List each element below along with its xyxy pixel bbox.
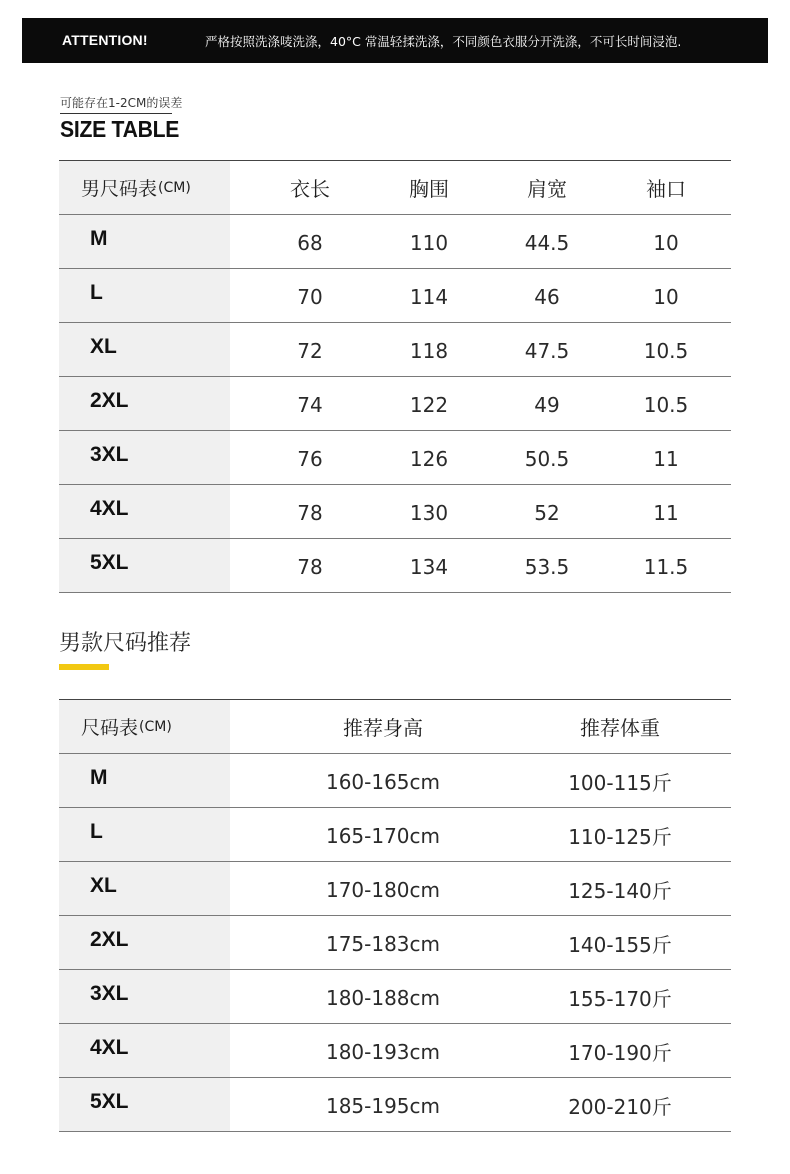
size-cell-bg — [59, 916, 230, 969]
size-label: 5XL — [90, 1089, 129, 1113]
header-label-cell — [81, 700, 172, 753]
size-label: 4XL — [90, 1035, 129, 1059]
header-unit: (CM) — [158, 179, 191, 196]
size-cell-bg — [59, 862, 230, 915]
size-label: M — [90, 765, 108, 789]
value-cell: 122 — [409, 392, 449, 417]
size-cell-bg — [59, 215, 230, 268]
value-cell: 78 — [297, 500, 323, 525]
value-cell: 110-125斤 — [568, 825, 672, 849]
value-cell: 53.5 — [524, 554, 570, 579]
size-label: XL — [90, 873, 117, 897]
table-row — [59, 269, 731, 323]
value-cell: 76 — [297, 446, 323, 471]
size-label: 3XL — [90, 442, 129, 466]
value-cell: 200-210斤 — [568, 1095, 672, 1119]
table-header-row — [59, 700, 731, 754]
table-header-row — [59, 161, 731, 215]
value-cell: 110 — [409, 230, 449, 255]
size-label: L — [90, 819, 103, 843]
column-header: 衣长 — [290, 177, 330, 201]
value-cell: 46 — [534, 284, 560, 309]
size-cell-bg — [59, 808, 230, 861]
value-cell: 50.5 — [524, 446, 570, 471]
size-label: M — [90, 226, 108, 250]
value-cell: 165-170cm — [325, 823, 441, 848]
value-cell: 10 — [653, 284, 679, 309]
size-cell-bg — [59, 377, 230, 430]
value-cell: 74 — [297, 392, 323, 417]
value-cell: 170-190斤 — [568, 1041, 672, 1065]
value-cell: 47.5 — [524, 338, 570, 363]
column-header: 推荐身高 — [343, 716, 423, 740]
title-divider — [60, 113, 172, 114]
value-cell: 114 — [409, 284, 449, 309]
header-label: 男尺码表 — [81, 178, 158, 200]
value-cell: 100-115斤 — [568, 771, 672, 795]
value-cell: 44.5 — [524, 230, 570, 255]
table-row — [59, 862, 731, 916]
value-cell: 134 — [409, 554, 449, 579]
tolerance-note: 可能存在1-2CM的误差 — [60, 96, 183, 110]
table-row — [59, 323, 731, 377]
value-cell: 11 — [653, 500, 679, 525]
header-label: 尺码表 — [81, 717, 139, 739]
size-cell-bg — [59, 431, 230, 484]
recommend-accent-bar — [59, 664, 109, 670]
value-cell: 72 — [297, 338, 323, 363]
value-cell: 125-140斤 — [568, 879, 672, 903]
size-cell-bg — [59, 269, 230, 322]
value-cell: 10.5 — [643, 338, 689, 363]
size-label: 3XL — [90, 981, 129, 1005]
size-cell-bg — [59, 1078, 230, 1131]
table-row — [59, 539, 731, 593]
value-cell: 155-170斤 — [568, 987, 672, 1011]
size-cell-bg — [59, 539, 230, 592]
size-table-title: SIZE TABLE — [60, 116, 180, 142]
table-row — [59, 970, 731, 1024]
size-label: 5XL — [90, 550, 129, 574]
value-cell: 52 — [534, 500, 560, 525]
value-cell: 11.5 — [643, 554, 689, 579]
size-label: 2XL — [90, 927, 129, 951]
size-label: 4XL — [90, 496, 129, 520]
table-row — [59, 377, 731, 431]
size-cell-bg — [59, 485, 230, 538]
table-row — [59, 754, 731, 808]
value-cell: 140-155斤 — [568, 933, 672, 957]
value-cell: 126 — [409, 446, 449, 471]
column-header: 胸围 — [409, 177, 449, 201]
column-header: 推荐体重 — [580, 716, 660, 740]
value-cell: 180-188cm — [325, 985, 441, 1010]
value-cell: 175-183cm — [325, 931, 441, 956]
size-label: XL — [90, 334, 117, 358]
table-row — [59, 808, 731, 862]
table-row — [59, 431, 731, 485]
header-unit: (CM) — [139, 718, 172, 735]
value-cell: 10.5 — [643, 392, 689, 417]
attention-banner — [22, 18, 768, 63]
size-cell-bg — [59, 1024, 230, 1077]
value-cell: 10 — [653, 230, 679, 255]
column-header: 肩宽 — [527, 177, 567, 201]
value-cell: 160-165cm — [325, 769, 441, 794]
value-cell: 70 — [297, 284, 323, 309]
value-cell: 68 — [297, 230, 323, 255]
column-header: 袖口 — [646, 177, 686, 201]
recommend-table — [59, 699, 731, 1132]
size-cell-bg — [59, 323, 230, 376]
value-cell: 78 — [297, 554, 323, 579]
header-label-cell — [81, 161, 191, 214]
value-cell: 180-193cm — [325, 1039, 441, 1064]
table-row — [59, 1078, 731, 1132]
table-row — [59, 1024, 731, 1078]
attention-label: ATTENTION! — [62, 32, 148, 48]
table-row — [59, 215, 731, 269]
attention-text: 严格按照洗涤唛洗涤，40°C 常温轻揉洗涤，不同颜色衣服分开洗涤，不可长时间浸泡. — [205, 34, 682, 49]
value-cell: 11 — [653, 446, 679, 471]
size-cell-bg — [59, 754, 230, 807]
table-row — [59, 916, 731, 970]
size-label: L — [90, 280, 103, 304]
value-cell: 49 — [534, 392, 560, 417]
size-table — [59, 160, 731, 593]
table-row — [59, 485, 731, 539]
size-label: 2XL — [90, 388, 129, 412]
value-cell: 170-180cm — [325, 877, 441, 902]
value-cell: 185-195cm — [325, 1093, 441, 1118]
value-cell: 118 — [409, 338, 449, 363]
value-cell: 130 — [409, 500, 449, 525]
size-cell-bg — [59, 970, 230, 1023]
recommend-title: 男款尺码推荐 — [59, 631, 192, 656]
